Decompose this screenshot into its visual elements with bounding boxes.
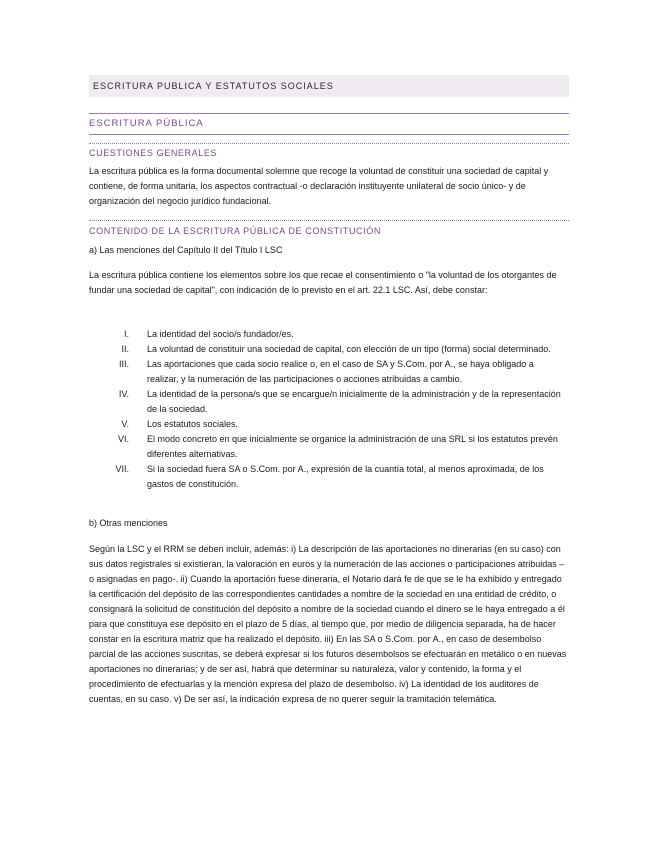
subheading-a: a) Las menciones del Capítulo II del Título I LSC (89, 245, 283, 255)
contenido-rule-top (89, 220, 569, 221)
list-item (89, 462, 569, 492)
contenido-heading: CONTENIDO DE LA ESCRITURA PÚBLICA DE CONSTITUCIÓN (89, 226, 381, 236)
list-item (89, 432, 569, 462)
contenido-intro-paragraph: La escritura pública contiene los elementos sobre los que recae el consentimiento o "la voluntad de los otorgantes de fundar una sociedad de capital", con indicación de lo previsto en el art. 22.1 LSC. Así, debe constar: (89, 270, 557, 295)
otras-menciones-paragraph: Según la LSC y el RRM se deben incluir, además: i) La descripción de las aportaciones no dinerarias (en su caso) con sus datos registrales si existieran, la valoración en euros y la numeración de las acciones o participaciones atribuidas –o asignadas en pago-. ii) Cuando la aportación fuese dineraria, el Notario dará fe de que se le ha exhibido y entregado la certificación del depósito de las correspondientes cantidades a nombre de la sociedad en una entidad de crédito, o consignará la solicitud de constitución del depósito a nombre de la sociedad cuando el dinero se le haya entregado a él para que constituya ese depósito en el plazo de 5 días, al tiempo que, por medio de diligencia separada, ha de hacer constar en la escritura matriz que ha realizado el depósito. iii) En las SA o S.Com. por A., en caso de desembolso parcial de las acciones suscritas, se deberá expresar si los futuros desembolsos se efectuarán en metálico o en nuevas aportaciones no dinerarias; y de ser así, habrá que determinar su naturaleza, valor y contenido, la forma y el procedimiento de efectuarlas y la mención expresa del plazo de desembolso. iv) La identidad de los auditores de cuentas, en su caso. v) De ser así, la indicación expresa de no querer seguir la tramitación telemática. (89, 544, 567, 704)
list-item-number: III. (118, 359, 129, 369)
list-item-text: La identidad del socio/s fundador/es. (147, 329, 294, 339)
list-item (89, 417, 569, 432)
subheading-b: b) Otras menciones (89, 518, 168, 528)
list-item-text: La voluntad de constituir una sociedad de capital, con elección de un tipo (forma) social determinado. (147, 344, 551, 354)
list-item (89, 357, 569, 387)
list-item-text: Las aportaciones que cada socio realice o, en el caso de SA y S.Com. por A., se haya obligado a realizar, y la numeración de las participaciones o acciones atribuidas a cambio. (147, 359, 534, 384)
list-item-number: IV. (118, 389, 129, 399)
list-item (89, 387, 569, 417)
list-item (89, 342, 569, 357)
list-item (89, 327, 569, 342)
list-item-number: V. (121, 419, 129, 429)
cuestiones-heading: CUESTIONES GENERALES (89, 148, 218, 158)
list-item-number: VI. (117, 434, 129, 444)
list-item-text: La identidad de la persona/s que se encargue/n inicialmente de la administración y de la representación de la sociedad. (147, 389, 561, 414)
menciones-list (89, 327, 569, 492)
list-item-text: El modo concreto en que inicialmente se organice la administración de una SRL si los estatutos prevén diferentes alternativas. (147, 434, 558, 459)
section-heading: ESCRITURA PÚBLICA (89, 118, 204, 129)
list-item-number: I. (123, 329, 129, 339)
cuestiones-paragraph: La escritura pública es la forma documental solemne que recoge la voluntad de constituir una sociedad de capital y contiene, de forma unitaria, los aspectos contractual -o declaración instituyente unilateral de socio único- y de organización del negocio jurídico fundacional. (89, 166, 549, 206)
list-item-number: VII. (115, 464, 129, 474)
section-rule-top (89, 113, 569, 114)
document-title: ESCRITURA PUBLICA Y ESTATUTOS SOCIALES (93, 81, 334, 91)
list-item-text: Los estatutos sociales. (147, 419, 239, 429)
document-title-bar (89, 75, 569, 97)
list-item-number: II. (121, 344, 129, 354)
list-item-text: Si la sociedad fuera SA o S.Com. por A., expresión de la cuantía total, al menos aproximada, de los gastos de constitución. (147, 464, 544, 489)
cuestiones-rule-top (89, 143, 569, 144)
section-rule-bottom (89, 134, 569, 135)
